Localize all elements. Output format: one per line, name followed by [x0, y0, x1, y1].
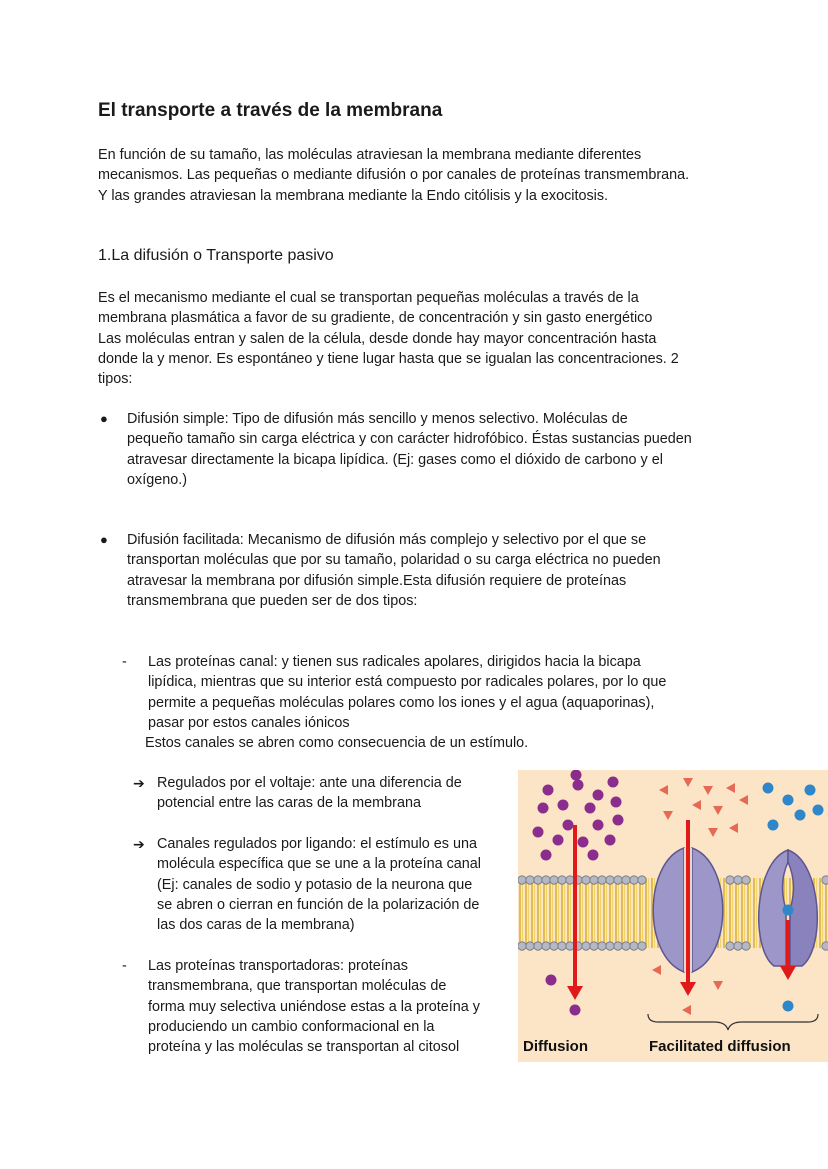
lipid-head — [550, 876, 558, 884]
blue-molecule — [783, 795, 794, 806]
section-paragraph — [98, 288, 738, 389]
lipid-head — [622, 942, 630, 950]
bullet-marker: ● — [100, 532, 108, 547]
dash-line: produciendo un cambio conformacional en la — [148, 1018, 435, 1035]
dash-line: Las proteínas transportadoras: proteínas — [148, 958, 408, 974]
lipid-head — [590, 942, 598, 950]
lipid-head — [606, 876, 614, 884]
arrow-line: molécula específica que se une a la proteína canal — [157, 856, 482, 873]
dash-line: Las proteínas canal: y tienen sus radicales apolares, dirigidos hacia la bicapa — [148, 654, 641, 670]
purple-molecule — [570, 1005, 581, 1016]
lipid-head — [630, 942, 638, 950]
purple-molecule — [593, 820, 604, 831]
purple-molecule — [585, 803, 596, 814]
bullet-line: Difusión simple: Tipo de difusión más sencillo y menos selectivo. Moléculas de — [127, 411, 628, 427]
label-diffusion: Diffusion — [523, 1038, 588, 1055]
bullet-line: transmembrana que pueden ser de dos tipos: — [127, 592, 418, 609]
intro-line: En función de su tamaño, las moléculas atraviesan la membrana mediante diferentes — [98, 147, 642, 163]
lipid-head — [606, 942, 614, 950]
dash-line: proteína y las moléculas se transportan al citosol — [148, 1039, 460, 1056]
bullet-line: atravesar directamente la bicapa lipídica. (Ej: gases como el dióxido de carbono y el — [127, 451, 663, 468]
dash-line: transmembrana, que transportan moléculas de — [148, 978, 447, 995]
purple-molecule — [578, 837, 589, 848]
purple-molecule — [541, 850, 552, 861]
purple-molecule — [593, 790, 604, 801]
label-facilitated-diffusion: Facilitated diffusion — [649, 1038, 791, 1055]
arrow-marker: ➔ — [133, 775, 145, 791]
lipid-head — [526, 942, 534, 950]
lipid-head — [598, 942, 606, 950]
lipid-head — [566, 876, 574, 884]
paragraph-line: membrana plasmática a favor de su gradiente, de concentración y sin gasto energético — [98, 310, 653, 327]
blue-molecule — [805, 785, 816, 796]
purple-molecule — [553, 835, 564, 846]
channel-note: Estos canales se abren como consecuencia de un estímulo. — [145, 735, 529, 751]
lipid-head — [726, 876, 734, 884]
purple-molecule — [605, 835, 616, 846]
blue-molecule — [783, 905, 794, 916]
lipid-head — [590, 876, 598, 884]
arrow-line: se abren o cierran en función de la polarización de — [157, 896, 480, 913]
dash-marker: - — [122, 654, 127, 670]
intro-line: mecanismos. Las pequeñas o mediante difusión o por canales de proteínas transmembrana. — [98, 167, 690, 184]
blue-molecule — [783, 1001, 794, 1012]
lipid-head — [542, 942, 550, 950]
purple-molecule — [538, 803, 549, 814]
dash-line: pasar por estos canales iónicos — [148, 714, 350, 731]
purple-molecule — [608, 777, 619, 788]
lipid-head — [542, 876, 550, 884]
paragraph-line: Es el mecanismo mediante el cual se transportan pequeñas moléculas a través de la — [98, 290, 639, 306]
intro-paragraph — [98, 145, 738, 206]
dash-line: lipídica, mientras que su interior está compuesto por radicales polares, por lo que — [148, 674, 667, 691]
bullet-marker: ● — [100, 411, 108, 426]
purple-molecule — [573, 780, 584, 791]
lipid-head — [822, 942, 828, 950]
lipid-head — [566, 942, 574, 950]
intro-line: Y las grandes atraviesan la membrana mediante la Endo citólisis y la exocitosis. — [98, 187, 609, 204]
lipid-head — [518, 876, 526, 884]
lipid-head — [550, 942, 558, 950]
dash-line: forma muy selectiva uniéndose estas a la proteína y — [148, 998, 480, 1015]
arrow-line: las dos caras de la membrana) — [157, 917, 355, 934]
bullet-line: transportan moléculas que por su tamaño, polaridad o su carga eléctrica no pueden — [127, 552, 661, 569]
lipid-head — [630, 876, 638, 884]
paragraph-line: donde la y menor. Es espontáneo y tiene lugar hasta que se igualan las concentraciones. 2 — [98, 350, 679, 367]
lipid-head — [734, 876, 742, 884]
lipid-head — [614, 876, 622, 884]
paragraph-line: tipos: — [98, 371, 133, 388]
arrow-line: (Ej: canales de sodio y potasio de la neurona que — [157, 876, 473, 893]
lipid-head — [526, 876, 534, 884]
arrow-line: Canales regulados por ligando: el estímulo es una — [157, 836, 477, 852]
dash-line: permite a pequeñas moléculas polares como los iones y el agua (aquaporinas), — [148, 694, 655, 711]
lipid-head — [534, 942, 542, 950]
lipid-head — [822, 876, 828, 884]
bullet-line: oxígeno.) — [127, 471, 188, 488]
lipid-head — [726, 942, 734, 950]
purple-molecule — [571, 770, 582, 781]
lipid-head — [614, 942, 622, 950]
lipid-head — [742, 876, 750, 884]
bullet-line: atravesar la membrana por difusión simple.Esta difusión requiere de proteínas — [127, 572, 627, 589]
paragraph-line: Las moléculas entran y salen de la célula, desde donde hay mayor concentración hasta — [98, 330, 657, 347]
purple-molecule — [563, 820, 574, 831]
purple-molecule — [558, 800, 569, 811]
lipid-head — [518, 942, 526, 950]
lipid-head — [534, 876, 542, 884]
lipid-head — [638, 942, 646, 950]
blue-molecule — [813, 805, 824, 816]
lipid-head — [582, 942, 590, 950]
lipid-head — [582, 876, 590, 884]
bullet-line: Difusión facilitada: Mecanismo de difusión más complejo y selectivo por el que se — [127, 532, 647, 548]
lipid-head — [622, 876, 630, 884]
blue-molecule — [768, 820, 779, 831]
page-title: El transporte a través de la membrana — [98, 100, 443, 121]
arrow-marker: ➔ — [133, 836, 145, 852]
lipid-head — [598, 876, 606, 884]
blue-molecule — [763, 783, 774, 794]
lipid-head — [558, 942, 566, 950]
bullet-line: pequeño tamaño sin carga eléctrica y con carácter hidrofóbico. Éstas sustancias pueden — [127, 431, 692, 448]
purple-molecule — [588, 850, 599, 861]
lipid-head — [558, 876, 566, 884]
lipid-head — [734, 942, 742, 950]
purple-molecule — [533, 827, 544, 838]
purple-molecule — [613, 815, 624, 826]
dash-marker: - — [122, 958, 127, 974]
blue-molecule — [795, 810, 806, 821]
arrow-line: potencial entre las caras de la membrana — [157, 795, 421, 812]
purple-molecule — [546, 975, 557, 986]
lipid-head — [742, 942, 750, 950]
purple-molecule — [611, 797, 622, 808]
diffusion-figure — [518, 770, 828, 1062]
purple-molecule — [543, 785, 554, 796]
arrow-line: Regulados por el voltaje: ante una diferencia de — [157, 775, 462, 791]
lipid-head — [638, 876, 646, 884]
section-heading: 1.La difusión o Transporte pasivo — [98, 247, 334, 264]
